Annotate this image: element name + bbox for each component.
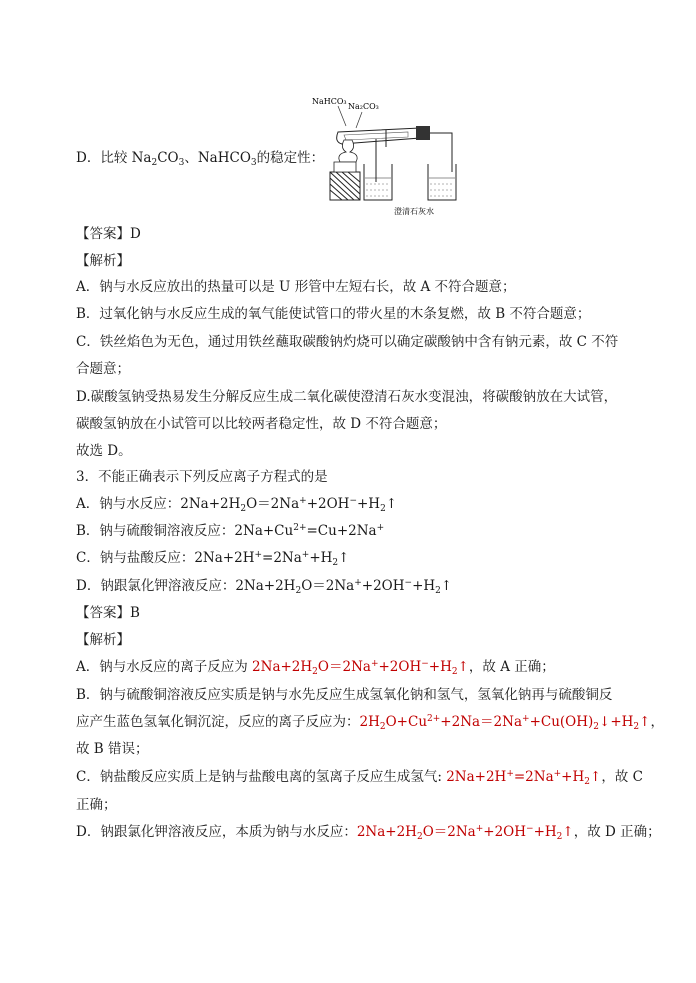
explanation2-d: D．钠跟氯化钾溶液反应，本质为钠与水反应：$2Na+2H_2O=2Na^++2OH^-+H_2↑$，故 D 正确； [76,824,661,842]
label-nahco3: NaHCO₃ [312,97,347,106]
option-d-stability: D．比较 $Na_2CO_3$、NaHCO$_3$的稳定性： [76,150,325,168]
explanation2-a: A．钠与水反应的离子反应为 $2Na+2H_2O=2Na^++2OH^-+H_2↑$，故 A 正确； [76,659,555,677]
q3-option-a: A．钠与水反应：$2Na+2H_2O=2Na^++2OH^-+H_2↑$ [76,496,398,514]
explanation-b: B．过氧化钠与水反应生成的氧气能使试管口的带火星的木条复燃，故 B 不符合题意； [76,306,591,322]
explanation-c-line1: C．铁丝焰色为无色，通过用铁丝蘸取碳酸钠灼烧可以确定碳酸钠中含有钠元素，故 C 不符 [76,334,619,350]
explanation-d-line2: 碳酸氢钠放在小试管可以比较两者稳定性，故 D 不符合题意； [76,416,447,432]
q3-option-c: C．钠与盐酸反应：$2Na+2H^+=2Na^++H_2↑$ [76,550,350,568]
explanation-d-line1: D.碳酸氢钠受热易发生分解反应生成二氧化碳使澄清石灰水变混浊，将碳酸钠放在大试管， [76,389,618,405]
answer-2: 【答案】B [76,605,140,621]
conclusion-1: 故选 D。 [76,443,132,459]
analysis-2: 【解析】 [76,632,130,648]
q3-option-d: D．钠跟氯化钾溶液反应：$2Na+2H_2O=2Na^++2OH^-+H_2↑$ [76,578,453,596]
explanation-a: A．钠与水反应放出的热量可以是 U 形管中左短右长，故 A 不符合题意； [76,279,516,295]
q3-option-b: B．钠与硫酸铜溶液反应：$2Na+Cu^{2+}=Cu+2Na^+$ [76,523,385,539]
explanation2-b-line1: B．钠与硫酸铜溶液反应实质是钠与水先反应生成氢氧化钠和氢气，氢氧化钠再与硫酸铜反 [76,687,613,703]
explanation2-b-line3: 故 B 错误； [76,741,149,757]
alcohol-lamp [330,140,360,200]
label-na2co3: Na₂CO₃ [348,102,379,111]
beaker-limewater-1 [364,164,392,200]
question-3-stem: 3．不能正确表示下列反应离子方程式的是 [76,469,328,485]
answer-1: 【答案】D [76,226,141,242]
explanation2-c-line1: C．钠盐酸反应实质上是钠与盐酸电离的氢离子反应生成氢气: $2Na+2H^+=2Na^++H_2↑$，故 C [76,769,643,787]
explanation2-b-line2: 应产生蓝色氢氧化铜沉淀，反应的离子反应为：$2H_2O+Cu^{2+}+2Na=2Na^++Cu(OH)_2↓+H_2↑$， [76,714,664,732]
explanation2-c-line2: 正确； [76,797,117,813]
heating-apparatus-diagram [312,92,476,217]
analysis-1: 【解析】 [76,253,130,269]
label-limewater: 澄清石灰水 [394,207,434,216]
explanation-c-line2: 合题意； [76,361,130,377]
